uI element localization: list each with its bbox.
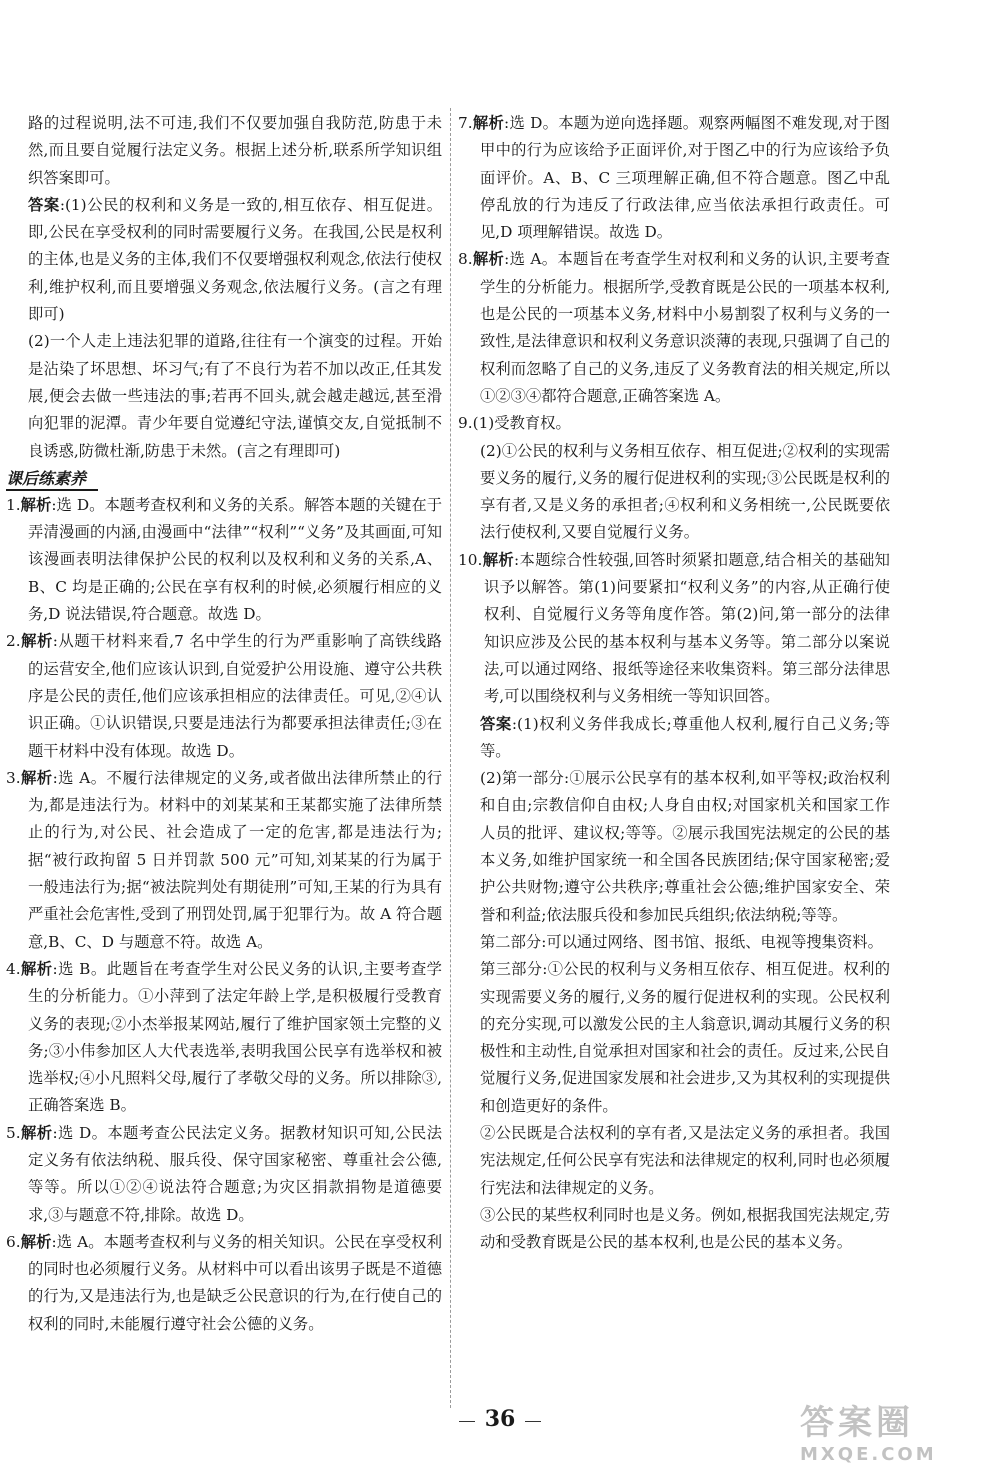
answer-label: 答案 <box>28 195 60 214</box>
answer-paragraph: 答案:(1)权利义务伴我成长;尊重他人权利,履行自己义务;等等。 <box>480 714 890 760</box>
answer-item-10: 10.解析:本题综合性较强,回答时须紧扣题意,结合相关的基础知识予以解答。第(1)问要紧扣“权利义务”的内容,从正确行使权利、自觉履行义务等角度作答。第(2)问,第一部分的法律知识应涉及公民的基本权利与基本义务等。第二部分以案说法,可以通过网络、报纸等途径来收集资料。第三部分法律思考,可以围绕权利与义务相统一等知识回答。 <box>458 550 890 706</box>
answer-item-5: 5.解析:选 D。本题考查公民法定义务。据教材知识可知,公民法定义务有依法纳税、服兵役、保守国家秘密、尊重社会公德,等等。所以①②④说法符合题意;为灾区捐款捐物是道德要求,③与题意不符,排除。故选 D。 <box>6 1123 442 1224</box>
answer-item-2: 2.解析:从题干材料来看,7 名中学生的行为严重影响了高铁线路的运营安全,他们应该认识到,自觉爱护公用设施、遵守公共秩序是公民的责任,他们应该承担相应的法律责任。可见,②④认识正确。①认识错误,只要是违法行为都要承担法律责任;③在题干材料中没有体现。故选 D。 <box>6 632 442 760</box>
section-underline <box>6 489 98 491</box>
answer-item-3: 3.解析:选 A。不履行法律规定的义务,或者做出法律所禁止的行为,都是违法行为。材料中的刘某某和王某都实施了法律所禁止的行为,对公民、社会造成了一定的危害,都是违法行为;据“被行政拘留 5 日并罚款 500 元”可知,刘某某的行为属于一般违法行为;据“被法院判处有期徒刑”可知,王某的行为具有严重社会危害性,受到了刑罚处罚,属于犯罪行为。故 A 符合题意,B、C、D 与题意不符。故选 A。 <box>6 768 442 951</box>
paragraph: 第三部分:①公民的权利与义务相互依存、相互促进。权利的实现需要义务的履行,义务的履行促进权利的实现。公民权利的充分实现,可以激发公民的主人翁意识,调动其履行义务的积极性和主动性,自觉承担对国家和社会的责任。反过来,公民自觉履行义务,促进国家发展和社会进步,又为其权利的实现提供和创造更好的条件。 <box>480 960 890 1115</box>
paragraph: (2)第一部分:①展示公民享有的基本权利,如平等权;政治权利和自由;宗教信仰自由权;人身自由权;对国家机关和国家工作人员的批评、建议权;等等。②展示我国宪法规定的公民的基本义务,如维护国家统一和全国各民族团结;保守国家秘密;爱护公共财物;遵守公共秩序;尊重社会公德;维护国家安全、荣誉和利益;依法服兵役和参加民兵组织;依法纳税;等等。 <box>480 769 890 924</box>
answer-item-7: 7.解析:选 D。本题为逆向选择题。观察两幅图不难发现,对于图甲中的行为应该给予正面评价,对于图乙中的行为应该给予负面评价。A、B、C 三项理解正确,但不符合题意。图乙中乱停乱放的行为违反了行政法律,应当依法承担行政责任。可见,D 项理解错误。故选 D。 <box>458 114 890 242</box>
paragraph: (2)①公民的权利与义务相互依存、相互促进;②权利的实现需要义务的履行,义务的履行促进权利的实现;③公民既是权利的享有者,又是义务的承担者;④权利和义务相统一,公民既要依法行使权利,又要自觉履行义务。 <box>480 441 890 542</box>
answer-item-6: 6.解析:选 A。本题考查权利与义务的相关知识。公民在享受权利的同时也必须履行义务。从材料中可以看出该男子既是不道德的行为,又是违法行为,也是缺乏公民意识的行为,在行使自己的权利的同时,未能履行遵守社会公德的义务。 <box>6 1232 442 1333</box>
footer-dash <box>459 1421 475 1422</box>
answer-paragraph: 答案:(1)公民的权利和义务是一致的,相互依存、相互促进。即,公民在享受权利的同时需要履行义务。在我国,公民是权利的主体,也是义务的主体,我们不仅要增强权利观念,依法行使权利,维护权利,而且要增强义务观念,依法履行义务。(言之有理即可) <box>28 195 442 324</box>
paragraph: ②公民既是合法权利的享有者,又是法定义务的承担者。我国宪法规定,任何公民享有宪法和法律规定的权利,同时也必须履行宪法和法律规定的义务。 <box>480 1123 890 1197</box>
answer-item-9: 9.(1)受教育权。 <box>458 414 571 433</box>
answer-item-1: 1.解析:选 D。本题考查权利和义务的关系。解答本题的关键在于弄清漫画的内涵,由漫画中“法律”“权利”“义务”及其画面,可知该漫画表明法律保护公民的权利以及权利和义务的关系,A、B、C 均是正确的;公民在享有权利的时候,必须履行相应的义务,D 说法错误,符合题意。故选 D。 <box>6 495 442 624</box>
footer-dash <box>525 1421 541 1422</box>
watermark-logo: 答案圈 MXQE.COM <box>800 1403 937 1465</box>
answer-item-8: 8.解析:选 A。本题旨在考查学生对权利和义务的认识,主要考查学生的分析能力。根据所学,受教育既是公民的一项基本权利,也是公民的一项基本义务,材料中小易割裂了权利与义务的一致性,是法律意识和权利义务意识淡薄的表现,只强调了自己的权利而忽略了自己的义务,违反了义务教育法的相关规定,所以①②③④都符合题意,正确答案选 A。 <box>458 250 890 405</box>
paragraph: ③公民的某些权利同时也是义务。例如,根据我国宪法规定,劳动和受教育既是公民的基本权利,也是公民的基本义务。 <box>480 1205 890 1252</box>
answer-item-4: 4.解析:选 B。此题旨在考查学生对公民义务的认识,主要考查学生的分析能力。①小萍到了法定年龄上学,是积极履行受教育义务的表现;②小杰举报某网站,履行了维护国家领土完整的义务;③小伟参加区人大代表选举,表明我国公民享有选举权和被选举权;④小凡照料父母,履行了孝敬父母的义务。所以排除③,正确答案选 B。 <box>6 959 442 1115</box>
section-heading: 课后练素养 <box>6 465 442 492</box>
right-column <box>458 110 890 1256</box>
answer-label: 答案 <box>480 714 512 733</box>
page-number: 36 <box>484 1406 516 1432</box>
paragraph: (2)一个人走上违法犯罪的道路,往往有一个演变的过程。开始是沾染了坏思想、坏习气;有了不良行为若不加以改正,任其发展,便会去做一些违法的事;若再不回头,就会越走越远,甚至滑向犯罪的泥潭。青少年要自觉遵纪守法,谨慎交友,自觉抵制不良诱惑,防微杜渐,防患于未然。(言之有理即可) <box>28 332 442 460</box>
paragraph: 路的过程说明,法不可违,我们不仅要加强自我防范,防患于未然,而且要自觉履行法定义务。根据上述分析,联系所学知识组织答案即可。 <box>28 114 442 187</box>
left-column <box>6 110 442 1338</box>
paragraph: 第二部分:可以通过网络、图书馆、报纸、电视等搜集资料。 <box>480 932 883 951</box>
column-divider <box>450 108 451 1408</box>
